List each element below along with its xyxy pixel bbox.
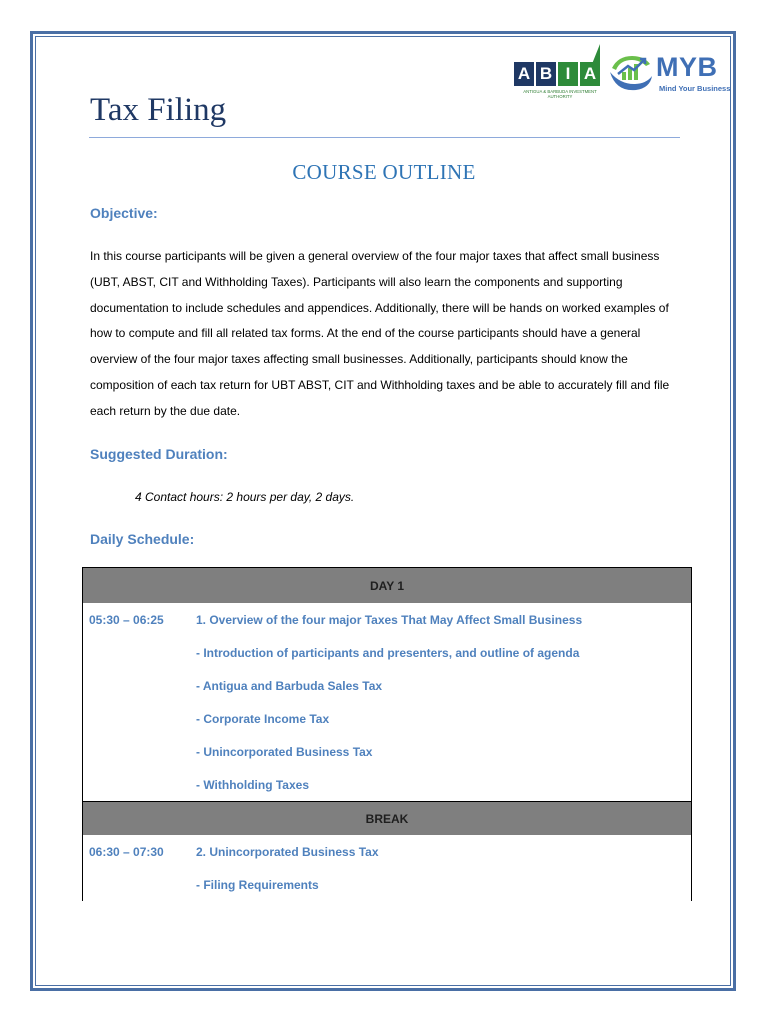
time-slot: 05:30 – 06:25 — [89, 612, 164, 627]
break-band — [83, 802, 692, 836]
table-row — [83, 835, 692, 868]
course-outline-heading: COURSE OUTLINE — [292, 160, 476, 184]
duration-text: 4 Contact hours: 2 hours per day, 2 days. — [135, 490, 355, 504]
agenda-item: - Filing Requirements — [196, 877, 319, 892]
table-row — [83, 735, 692, 768]
table-row — [83, 702, 692, 735]
agenda-item: 1. Overview of the four major Taxes That May Affect Small Business — [196, 612, 583, 627]
table-row — [83, 868, 692, 901]
abia-letter: A — [580, 62, 600, 86]
abia-letter: I — [558, 62, 578, 86]
objective-heading: Objective: — [90, 205, 158, 221]
abia-tagline: ANTIGUA & BARBUDA INVESTMENT AUTHORITY — [523, 89, 597, 99]
schedule-heading: Daily Schedule: — [90, 531, 195, 547]
abia-letter: B — [536, 62, 556, 86]
growth-chart-icon — [606, 52, 654, 96]
document-title: Tax Filing — [90, 92, 227, 128]
day-band — [83, 568, 692, 604]
daily-schedule-table — [82, 567, 692, 901]
agenda-item: - Unincorporated Business Tax — [196, 744, 373, 759]
table-row — [83, 603, 692, 636]
agenda-item: - Antigua and Barbuda Sales Tax — [196, 678, 383, 693]
myb-tagline: Mind Your Business — [659, 84, 731, 93]
agenda-item: 2. Unincorporated Business Tax — [196, 844, 379, 859]
day-label: DAY 1 — [83, 568, 692, 604]
objective-text: In this course participants will be given a general overview of the four major taxes that affect small business (UBT, ABST, CIT and Withholding Taxes). Participants will also learn the components and supporting documentation to include schedules and appendices. Additionally, there will be hands on worked examples of how to compute and fill all related tax forms. At the end of the course participants should have a general overview of the four major taxes affecting small businesses. Additionally, participants should know the composition of each tax return for UBT ABST, CIT and Withholding taxes and be able to accurately fill and file each return by the due date. — [90, 249, 670, 418]
duration-heading: Suggested Duration: — [90, 446, 228, 462]
agenda-item: - Withholding Taxes — [196, 777, 309, 792]
table-row — [83, 636, 692, 669]
abia-letter: A — [514, 62, 534, 86]
myb-wordmark: MYB — [656, 52, 718, 82]
time-slot: 06:30 – 07:30 — [89, 844, 164, 859]
abia-letters — [514, 62, 600, 86]
break-label: BREAK — [83, 802, 692, 836]
myb-logo — [604, 48, 731, 96]
table-row — [83, 768, 692, 802]
abia-logo — [514, 44, 602, 106]
agenda-item: - Corporate Income Tax — [196, 711, 330, 726]
title-divider — [89, 137, 680, 138]
table-row — [83, 669, 692, 702]
agenda-item: - Introduction of participants and presenters, and outline of agenda — [196, 645, 580, 660]
